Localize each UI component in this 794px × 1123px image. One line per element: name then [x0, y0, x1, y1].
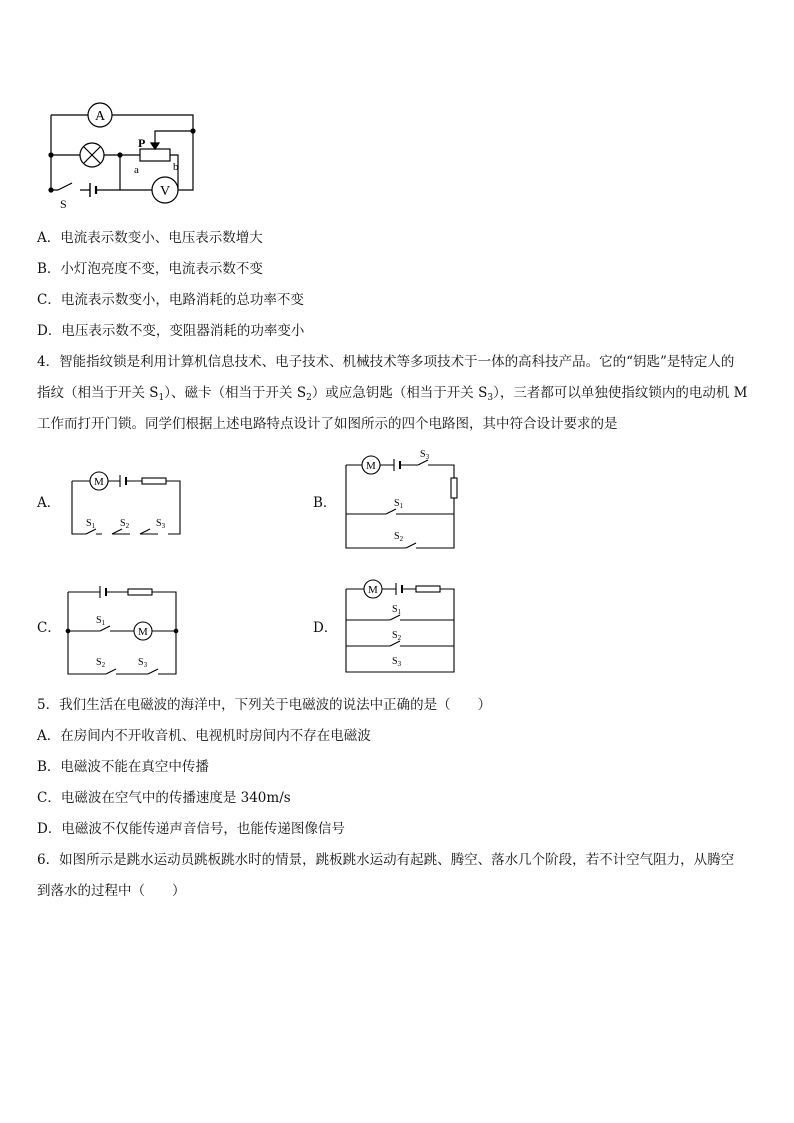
svg-text:S2: $S_2$ [394, 531, 404, 543]
q4-stem-line3: 工作而打开门锁。同学们根据上述电路特点设计了如图所示的四个电路图，其中符合设计要求的是 [37, 416, 618, 432]
voltmeter-label: V [160, 184, 171, 199]
q5-option-b: B．电磁波不能在真空中传播 [37, 759, 209, 775]
svg-text:S3: $S_3$ [392, 656, 402, 668]
q4-option-b-label: B． [313, 495, 337, 511]
svg-text:M: M [138, 626, 148, 638]
svg-text:M: M [366, 460, 376, 472]
q4-stem-line1: 4．智能指纹锁是利用计算机信息技术、电子技术、机械技术等多项技术于一体的高科技产品。它的“钥匙”是特定人的 [37, 354, 735, 370]
q3-circuit-diagram [40, 95, 210, 215]
svg-text:M: M [368, 584, 378, 596]
svg-text:S1: $S_1$ [86, 518, 96, 530]
svg-text:S2: $S_2$ [120, 518, 130, 530]
q3-option-b: B．小灯泡亮度不变，电流表示数不变 [37, 261, 263, 277]
q5-option-a: A．在房间内不开收音机、电视机时房间内不存在电磁波 [37, 728, 371, 744]
q4-option-a-label: A． [37, 495, 61, 511]
q5-option-d: D．电磁波不仅能传递声音信号，也能传递图像信号 [37, 821, 345, 837]
svg-text:S3: $S_3$ [420, 449, 430, 461]
q4-circuit-c [60, 582, 185, 680]
q3-option-a: A．电流表示数变小、电压表示数增大 [37, 230, 263, 246]
ammeter-label: A [95, 109, 106, 124]
q5-option-c: C．电磁波在空气中的传播速度是 340m/s [37, 790, 291, 806]
svg-text:S1: $S_1$ [392, 604, 402, 616]
svg-text:S1: $S_1$ [96, 615, 106, 627]
end-b-label: b [173, 161, 179, 173]
svg-text:S2: $S_2$ [392, 630, 402, 642]
q4-option-d-label: D． [313, 620, 338, 636]
slider-label: P [138, 136, 146, 150]
q4-circuit-d [340, 574, 465, 678]
q3-option-c: C．电流表示数变小，电路消耗的总功率不变 [37, 292, 304, 308]
q5-stem: 5．我们生活在电磁波的海洋中，下列关于电磁波的说法中正确的是（ ） [37, 697, 492, 713]
switch-label: S [60, 197, 67, 211]
svg-text:S1: $S_1$ [394, 498, 404, 510]
q6-stem-line1: 6．如图所示是跳水运动员跳板跳水时的情景，跳板跳水运动有起跳、腾空、落水几个阶段，若不计空气阻力，从腾空 [37, 852, 735, 868]
q4-option-c-label: C． [37, 620, 61, 636]
q4-circuit-a [60, 462, 190, 544]
motor-label: M [94, 476, 104, 488]
q4-stem-line2: 指纹（相当于开关 $S_1$）、磁卡（相当于开关 $S_2$）或应急钥匙（相当于开关 $S_3$），三者都可以单独使指纹锁内的电动机 M [37, 385, 748, 403]
q3-option-d: D．电压表示数不变，变阻器消耗的功率变小 [37, 323, 305, 339]
q4-circuit-b [340, 448, 465, 553]
svg-text:S3: $S_3$ [156, 518, 166, 530]
end-a-label: a [134, 164, 139, 176]
svg-text:S3: $S_3$ [138, 657, 148, 669]
q6-stem-line2: 到落水的过程中（ ） [37, 883, 186, 899]
svg-text:S2: $S_2$ [96, 657, 106, 669]
